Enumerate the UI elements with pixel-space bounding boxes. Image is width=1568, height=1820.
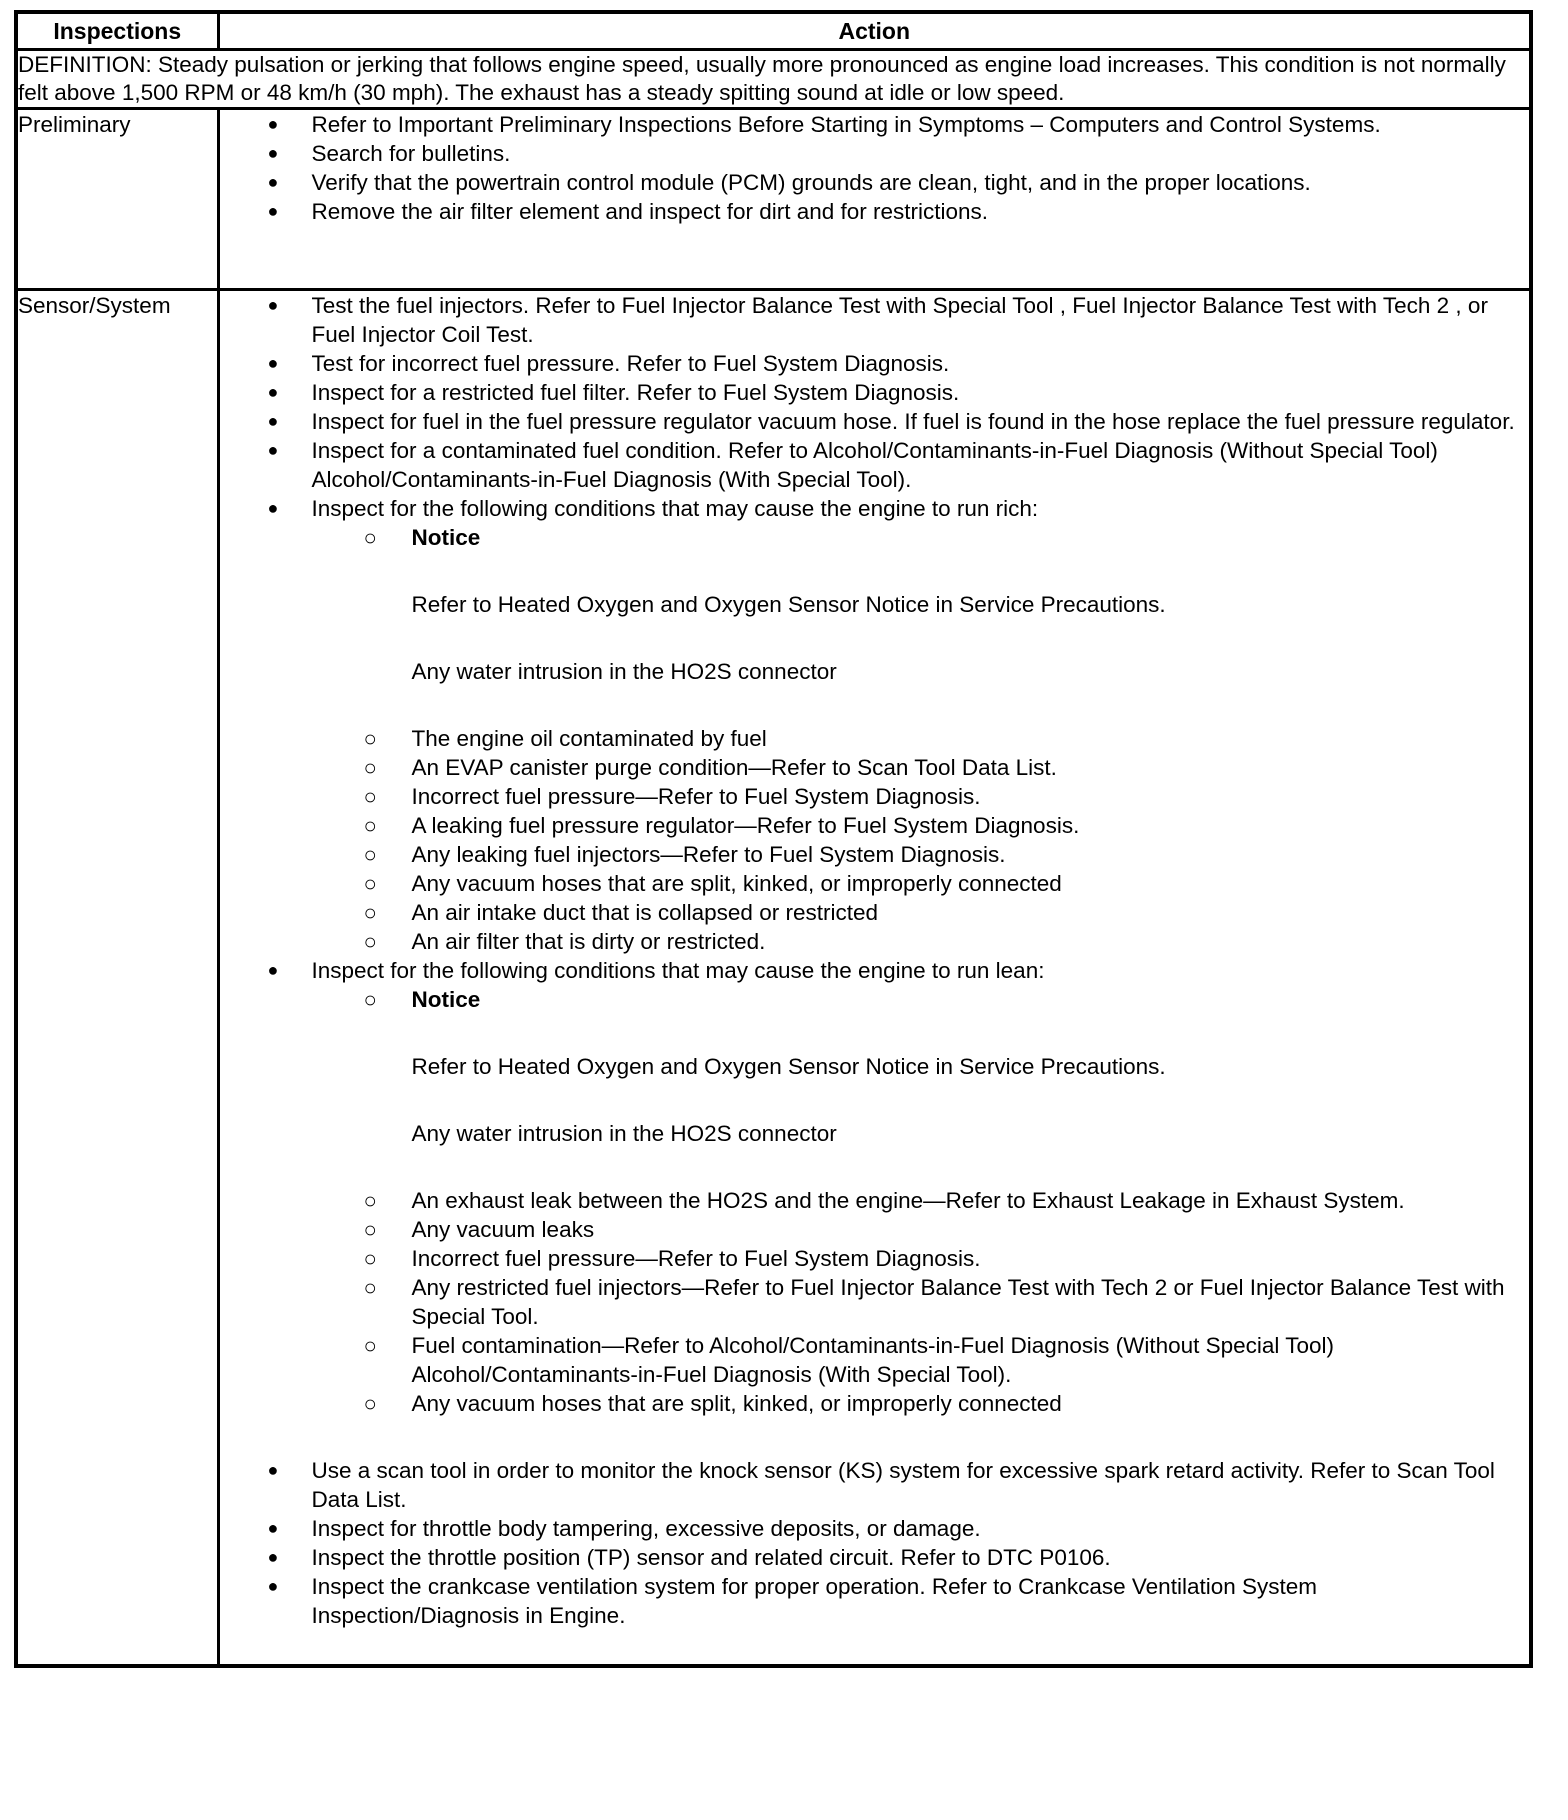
- lean-notice: ○ Notice Refer to Heated Oxygen and Oxygen Sensor Notice in Service Precautions. Any water intrusion in the HO2S connector: [363, 987, 1166, 1146]
- list-item: ○ A leaking fuel pressure regulator—Refer to Fuel System Diagnosis.: [363, 813, 1080, 838]
- list-item: ○ Any leaking fuel injectors—Refer to Fuel System Diagnosis.: [363, 842, 1006, 867]
- preliminary-row: [16, 109, 1531, 290]
- definition-text: DEFINITION: Steady pulsation or jerking that follows engine speed, usually more pronounced as engine load increases. This condition is not normally felt above 1,500 RPM or 48 km/h (30 mph). The exhaust has a steady spitting sound at idle or low speed.: [16, 50, 1531, 109]
- list-item: ○ Any vacuum hoses that are split, kinked, or improperly connected: [363, 871, 1062, 896]
- list-item: ● Refer to Important Preliminary Inspections Before Starting in Symptoms – Computers and Control Systems.: [267, 112, 1381, 137]
- list-item: ○ Incorrect fuel pressure—Refer to Fuel System Diagnosis.: [363, 784, 981, 809]
- header-row: [16, 12, 1531, 50]
- list-item: ○ Any vacuum hoses that are split, kinked, or improperly connected: [363, 1391, 1062, 1416]
- rich-conditions-list: [312, 523, 1530, 956]
- sensor-actions: [218, 290, 1531, 1667]
- bullet-icon: ●: [267, 295, 279, 315]
- preliminary-actions: [218, 109, 1531, 290]
- bullet-icon: ●: [267, 440, 279, 460]
- list-item: ○ An EVAP canister purge condition—Refer to Scan Tool Data List.: [363, 755, 1057, 780]
- bullet-icon: ●: [267, 382, 279, 402]
- list-item: ● Test the fuel injectors. Refer to Fuel Injector Balance Test with Special Tool , Fuel Injector Balance Test with Tech 2 , or Fuel Injector Coil Test.: [267, 293, 1488, 347]
- list-item: ● Use a scan tool in order to monitor the knock sensor (KS) system for excessive spark retard activity. Refer to Scan Tool Data List.: [267, 1458, 1495, 1512]
- list-item: ● Test for incorrect fuel pressure. Refer to Fuel System Diagnosis.: [267, 351, 950, 376]
- lean-conditions-item: ● Inspect for the following conditions that may cause the engine to run lean: ○ Notice Refer to Heated Oxygen and Oxygen Sensor Notice in Service Precautions. Any water intrusion in the HO2S connector ○ An exhaust leak between the HO2S and the engine—Refer to Exhaust Leakage in Exhaust System. ○ Any vacuum leaks ○ Incorrect fuel pressure—Refer to Fuel System Diagnosis. ○ Any restricted fuel injectors—Refer to Fuel Injector Balance Test with Tech 2 or Fuel Injector Balance Test with Special Tool. ○ Fuel contamination—Refer to Alcohol/Contaminants-in-Fuel Diagnosis (Without Special Tool) Alcohol/Contaminants-in-Fuel Diagnosis (With Special Tool). ○ Any vacuum hoses that are split, kinked, or improperly connected: [10, 956, 1530, 1456]
- list-item: ○ Any restricted fuel injectors—Refer to Fuel Injector Balance Test with Tech 2 or Fuel Injector Balance Test with Special Tool.: [363, 1275, 1505, 1329]
- list-item: ○ An air intake duct that is collapsed or restricted: [363, 900, 878, 925]
- bullet-icon: ●: [267, 498, 279, 518]
- list-item: ● Search for bulletins.: [267, 141, 511, 166]
- circle-bullet-icon: ○: [363, 900, 377, 925]
- list-item: ○ The engine oil contaminated by fuel: [363, 726, 767, 751]
- sensor-label: Sensor/System: [16, 290, 218, 1667]
- preliminary-label: Preliminary: [16, 109, 218, 290]
- action-header: Action: [218, 12, 1531, 50]
- bullet-icon: ●: [267, 114, 279, 134]
- list-item: ● Inspect for a restricted fuel filter. Refer to Fuel System Diagnosis.: [267, 380, 960, 405]
- inspections-header: Inspections: [16, 12, 218, 50]
- list-item: ● Inspect for throttle body tampering, excessive deposits, or damage.: [267, 1516, 981, 1541]
- circle-bullet-icon: ○: [363, 1246, 377, 1271]
- sensor-row: [16, 290, 1531, 1667]
- circle-bullet-icon: ○: [363, 726, 377, 751]
- circle-bullet-icon: ○: [363, 842, 377, 867]
- bullet-icon: ●: [267, 960, 279, 980]
- definition-row: [16, 50, 1531, 109]
- bullet-icon: ●: [267, 1518, 279, 1538]
- bullet-icon: ●: [267, 1460, 279, 1480]
- spacer: [312, 1418, 1530, 1456]
- circle-bullet-icon: ○: [363, 784, 377, 809]
- bullet-icon: ●: [267, 1576, 279, 1596]
- preliminary-list: [10, 110, 1530, 226]
- rich-notice: ○ Notice Refer to Heated Oxygen and Oxygen Sensor Notice in Service Precautions. Any water intrusion in the HO2S connector: [363, 525, 1166, 684]
- circle-bullet-icon: ○: [363, 1275, 377, 1300]
- circle-bullet-icon: ○: [363, 987, 377, 1012]
- list-item: ● Inspect the crankcase ventilation system for proper operation. Refer to Crankcase Ventilation System Inspection/Diagnosis in Engine.: [267, 1574, 1318, 1628]
- bullet-icon: ●: [267, 411, 279, 431]
- list-item: ○ An air filter that is dirty or restricted.: [363, 929, 766, 954]
- circle-bullet-icon: ○: [363, 525, 377, 550]
- circle-bullet-icon: ○: [363, 1188, 377, 1213]
- circle-bullet-icon: ○: [363, 1217, 377, 1242]
- circle-bullet-icon: ○: [363, 1391, 377, 1416]
- sensor-list: [10, 291, 1530, 1630]
- bullet-icon: ●: [267, 143, 279, 163]
- list-item: ● Inspect for fuel in the fuel pressure regulator vacuum hose. If fuel is found in the hose replace the fuel pressure regulator.: [267, 409, 1515, 434]
- list-item: ● Remove the air filter element and inspect for dirt and for restrictions.: [267, 199, 989, 224]
- diagnostic-sheet: [14, 10, 1533, 1668]
- circle-bullet-icon: ○: [363, 813, 377, 838]
- list-item: ○ An exhaust leak between the HO2S and the engine—Refer to Exhaust Leakage in Exhaust System.: [363, 1188, 1405, 1213]
- list-item: ● Verify that the powertrain control module (PCM) grounds are clean, tight, and in the proper locations.: [267, 170, 1311, 195]
- list-item: ● Inspect for a contaminated fuel condition. Refer to Alcohol/Contaminants-in-Fuel Diagnosis (Without Special Tool) Alcohol/Contaminants-in-Fuel Diagnosis (With Special Tool).: [267, 438, 1438, 492]
- diagnostic-table: [14, 10, 1533, 1668]
- circle-bullet-icon: ○: [363, 929, 377, 954]
- rich-conditions-item: ● Inspect for the following conditions that may cause the engine to run rich: ○ Notice Refer to Heated Oxygen and Oxygen Sensor Notice in Service Precautions. Any water intrusion in the HO2S connector ○ The engine oil contaminated by fuel ○ An EVAP canister purge condition—Refer to Scan Tool Data List. ○ Incorrect fuel pressure—Refer to Fuel System Diagnosis. ○ A leaking fuel pressure regulator—Refer to Fuel System Diagnosis. ○ Any leaking fuel injectors—Refer to Fuel System Diagnosis. ○ Any vacuum hoses that are split, kinked, or improperly connected ○ An air intake duct that is collapsed or restricted ○ An air filter that is dirty or restricted.: [10, 494, 1530, 956]
- circle-bullet-icon: ○: [363, 871, 377, 896]
- spacer: [220, 1630, 1530, 1664]
- list-item: ○ Incorrect fuel pressure—Refer to Fuel System Diagnosis.: [363, 1246, 981, 1271]
- list-item: ● Inspect the throttle position (TP) sensor and related circuit. Refer to DTC P0106.: [267, 1545, 1111, 1570]
- list-item: ○ Fuel contamination—Refer to Alcohol/Contaminants-in-Fuel Diagnosis (Without Special Tool) Alcohol/Contaminants-in-Fuel Diagnosis (With Special Tool).: [363, 1333, 1335, 1387]
- list-item: ○ Any vacuum leaks: [363, 1217, 595, 1242]
- bullet-icon: ●: [267, 1547, 279, 1567]
- circle-bullet-icon: ○: [363, 755, 377, 780]
- bullet-icon: ●: [267, 201, 279, 221]
- lean-conditions-list: [312, 985, 1530, 1418]
- bullet-icon: ●: [267, 353, 279, 373]
- circle-bullet-icon: ○: [363, 1333, 377, 1358]
- bullet-icon: ●: [267, 172, 279, 192]
